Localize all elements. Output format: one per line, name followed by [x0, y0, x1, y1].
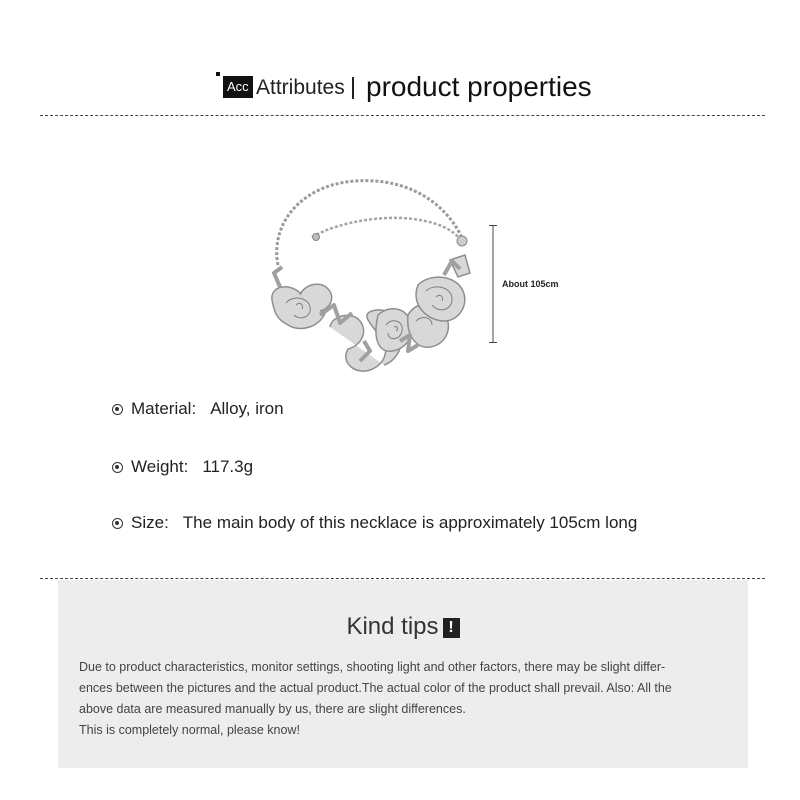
product-image	[260, 165, 490, 390]
tips-line: above data are measured manually by us, there are slight differences.	[79, 702, 466, 716]
property-value: The main body of this necklace is approximately 105cm long	[182, 513, 638, 532]
dimension-bracket	[488, 225, 498, 343]
property-label: Size:	[131, 513, 169, 532]
header-attributes-label: Attributes	[256, 76, 345, 99]
header-separator	[352, 77, 354, 99]
property-label: Material:	[131, 399, 197, 418]
dimension-label: About 105cm	[502, 279, 559, 289]
tips-title-text: Kind tips	[346, 613, 439, 640]
radio-bullet-icon	[112, 518, 123, 529]
property-label: Weight:	[131, 457, 189, 476]
property-size	[112, 510, 637, 536]
tips-line: Due to product characteristics, monitor settings, shooting light and other factors, there may be slight differ-	[79, 660, 666, 674]
tips-title	[58, 613, 748, 641]
property-value: Alloy, iron	[210, 399, 284, 418]
divider-top	[40, 115, 765, 116]
radio-bullet-icon	[112, 462, 123, 473]
property-material	[112, 396, 284, 422]
divider-bottom	[40, 578, 765, 579]
tips-body	[79, 657, 739, 741]
header-badge: Acc	[223, 76, 253, 98]
radio-bullet-icon	[112, 404, 123, 415]
header-dot-icon	[216, 72, 220, 76]
tips-line: ences between the pictures and the actual product.The actual color of the product shall prevail. Also: All the	[79, 681, 672, 695]
exclamation-icon: !	[443, 618, 460, 638]
kind-tips-panel	[58, 580, 748, 768]
section-header	[0, 66, 800, 110]
property-value: 117.3g	[202, 457, 254, 476]
necklace-illustration	[260, 165, 490, 390]
property-weight	[112, 454, 253, 480]
tips-line: This is completely normal, please know!	[79, 723, 300, 737]
page-title: product properties	[366, 71, 592, 102]
